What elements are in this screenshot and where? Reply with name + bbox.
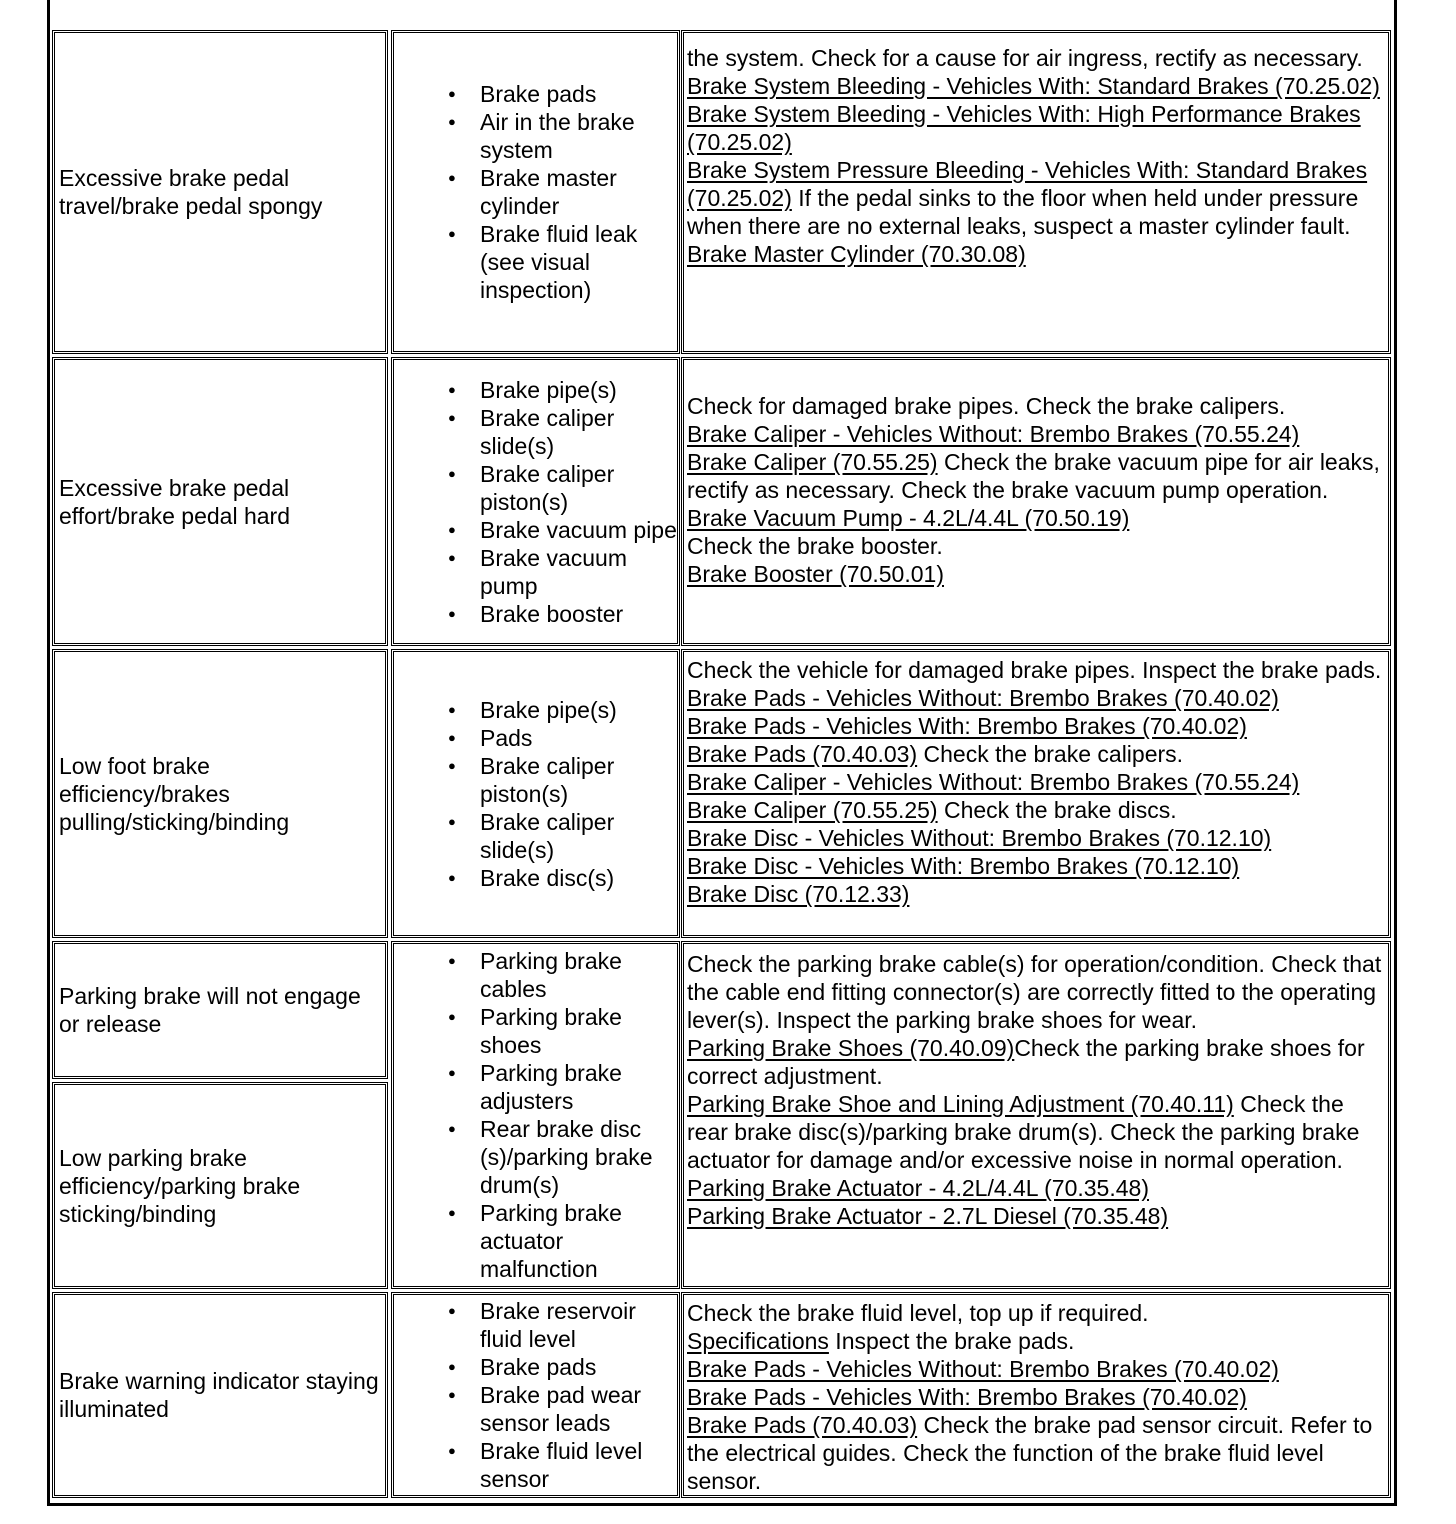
action-text: Check the brake vacuum pipe for air leaks, rectify as necessary. Check the brake vacuum pump operation. <box>687 449 1380 503</box>
cause-item: ● Pads <box>480 724 677 752</box>
procedure-link[interactable]: Brake System Bleeding - Vehicles With: Standard Brakes (70.25.02) <box>687 73 1380 99</box>
action-text: Check the rear brake disc(s)/parking brake drum(s). Check the parking brake actuator for damage and/or excessive noise in normal operation. <box>687 1091 1360 1173</box>
cause-item: ● Parking brake cables <box>480 947 677 1003</box>
procedure-link[interactable]: Brake Disc (70.12.33) <box>687 881 910 907</box>
cause-item: ● Brake pad wear sensor leads <box>480 1381 677 1437</box>
action-text: Check the brake pad sensor circuit. Refer to the electrical guides. Check the function of the brake fluid level sensor. <box>687 1412 1373 1494</box>
cause-item: ● Brake vacuum pump <box>480 544 677 600</box>
action-text: Check for damaged brake pipes. Check the brake calipers. <box>687 393 1286 419</box>
cause-item: ● Brake booster <box>480 600 677 628</box>
cause-item: ● Rear brake disc (s)/parking brake drum(s) <box>480 1115 677 1199</box>
cause-cell <box>391 941 680 1289</box>
procedure-link[interactable]: Brake Disc - Vehicles With: Brembo Brakes (70.12.10) <box>687 853 1240 879</box>
cause-cell <box>391 357 680 646</box>
cause-item: ● Brake master cylinder <box>480 164 677 220</box>
procedure-link[interactable]: Brake Pads (70.40.03) <box>687 741 918 767</box>
action-cell <box>681 941 1391 1289</box>
symptom-cell <box>52 30 388 354</box>
cause-item: ● Parking brake shoes <box>480 1003 677 1059</box>
cause-item: ● Brake caliper piston(s) <box>480 460 677 516</box>
action-text: Check the parking brake shoes for correct adjustment. <box>687 1035 1365 1089</box>
cause-list <box>394 1297 677 1493</box>
cause-list <box>394 376 677 628</box>
action-text: Check the parking brake cable(s) for operation/condition. Check that the cable end fitting connector(s) are correctly fitted to the operating lever(s). Inspect the parking brake shoes for wear. <box>687 951 1382 1033</box>
procedure-link[interactable]: Brake Caliper - Vehicles Without: Brembo Brakes (70.55.24) <box>687 421 1300 447</box>
procedure-link[interactable]: Brake Vacuum Pump - 4.2L/4.4L (70.50.19) <box>687 505 1130 531</box>
cause-item: ● Brake fluid leak (see visual inspection) <box>480 220 677 304</box>
cause-item: ● Brake caliper piston(s) <box>480 752 677 808</box>
action-cell <box>681 357 1391 646</box>
cause-item: ● Brake pipe(s) <box>480 696 677 724</box>
procedure-link[interactable]: Brake Master Cylinder (70.30.08) <box>687 241 1026 267</box>
symptom-text: Excessive brake pedal effort/brake pedal hard <box>59 474 291 529</box>
procedure-link[interactable]: Parking Brake Actuator - 4.2L/4.4L (70.35.48) <box>687 1175 1149 1201</box>
cause-cell <box>391 1292 680 1498</box>
cause-cell <box>391 649 680 938</box>
cause-item: ● Air in the brake system <box>480 108 677 164</box>
symptom-cell <box>52 941 388 1079</box>
cause-cell <box>391 30 680 354</box>
procedure-link[interactable]: Brake Caliper (70.55.25) <box>687 449 938 475</box>
cause-list <box>394 80 677 304</box>
procedure-link[interactable]: Brake Pads - Vehicles With: Brembo Brakes (70.40.02) <box>687 1384 1247 1410</box>
symptom-text: Low foot brake efficiency/brakes pulling/sticking/binding <box>59 752 290 835</box>
action-text: If the pedal sinks to the floor when held under pressure when there are no external leaks, suspect a master cylinder fault. <box>687 185 1359 239</box>
action-cell <box>681 1292 1391 1498</box>
procedure-link[interactable]: Parking Brake Shoes (70.40.09) <box>687 1035 1015 1061</box>
symptom-text: Brake warning indicator staying illuminated <box>59 1368 379 1422</box>
procedure-link[interactable]: Brake System Bleeding - Vehicles With: High Performance Brakes (70.25.02) <box>687 101 1361 155</box>
procedure-link[interactable]: Brake Booster (70.50.01) <box>687 561 944 587</box>
action-cell <box>681 30 1391 354</box>
action-cell <box>681 649 1391 938</box>
procedure-link[interactable]: Brake System Pressure Bleeding - Vehicles With: Standard Brakes (70.25.02) <box>687 157 1368 211</box>
procedure-link[interactable]: Brake Pads - Vehicles With: Brembo Brakes (70.40.02) <box>687 713 1247 739</box>
cause-item: ● Brake caliper slide(s) <box>480 404 677 460</box>
symptom-cell <box>52 649 388 938</box>
cause-item: ● Brake disc(s) <box>480 864 677 892</box>
procedure-link[interactable]: Brake Pads - Vehicles Without: Brembo Brakes (70.40.02) <box>687 1356 1279 1382</box>
cause-item: ● Brake vacuum pipe <box>480 516 677 544</box>
cause-item: ● Brake caliper slide(s) <box>480 808 677 864</box>
cause-item: ● Brake pads <box>480 80 677 108</box>
cause-item: ● Brake fluid level sensor <box>480 1437 677 1493</box>
cause-item: ● Brake pads <box>480 1353 677 1381</box>
cause-list <box>394 696 677 892</box>
cause-item: ● Brake pipe(s) <box>480 376 677 404</box>
symptom-cell <box>52 357 388 646</box>
symptom-text: Parking brake will not engage or release <box>59 983 361 1037</box>
symptom-cell <box>52 1292 388 1498</box>
symptom-cell <box>52 1082 388 1289</box>
action-text: Inspect the brake pads. <box>828 1328 1075 1354</box>
procedure-link[interactable]: Brake Disc - Vehicles Without: Brembo Brakes (70.12.10) <box>687 825 1272 851</box>
procedure-link[interactable]: Brake Caliper (70.55.25) <box>687 797 938 823</box>
cause-item: ● Parking brake actuator malfunction <box>480 1199 677 1283</box>
action-text: the system. Check for a cause for air ingress, rectify as necessary. <box>687 45 1363 71</box>
procedure-link[interactable]: Parking Brake Shoe and Lining Adjustment (70.40.11) <box>687 1091 1234 1117</box>
action-text: Check the brake calipers. <box>917 741 1184 767</box>
symptom-text: Excessive brake pedal travel/brake pedal spongy <box>59 165 323 219</box>
cause-item: ● Brake reservoir fluid level <box>480 1297 677 1353</box>
action-text: Check the brake fluid level, top up if required. <box>687 1300 1149 1326</box>
procedure-link[interactable]: Specifications <box>687 1328 829 1354</box>
procedure-link[interactable]: Brake Pads (70.40.03) <box>687 1412 918 1438</box>
procedure-link[interactable]: Brake Pads - Vehicles Without: Brembo Brakes (70.40.02) <box>687 685 1279 711</box>
procedure-link[interactable]: Brake Caliper - Vehicles Without: Brembo Brakes (70.55.24) <box>687 769 1300 795</box>
cause-list <box>394 947 677 1283</box>
action-text: Check the brake booster. <box>687 533 943 559</box>
action-text: Check the vehicle for damaged brake pipes. Inspect the brake pads. <box>687 657 1382 683</box>
symptom-text: Low parking brake efficiency/parking brake sticking/binding <box>59 1144 301 1227</box>
action-text: Check the brake discs. <box>937 797 1177 823</box>
cause-item: ● Parking brake adjusters <box>480 1059 677 1115</box>
procedure-link[interactable]: Parking Brake Actuator - 2.7L Diesel (70.35.48) <box>687 1203 1169 1229</box>
